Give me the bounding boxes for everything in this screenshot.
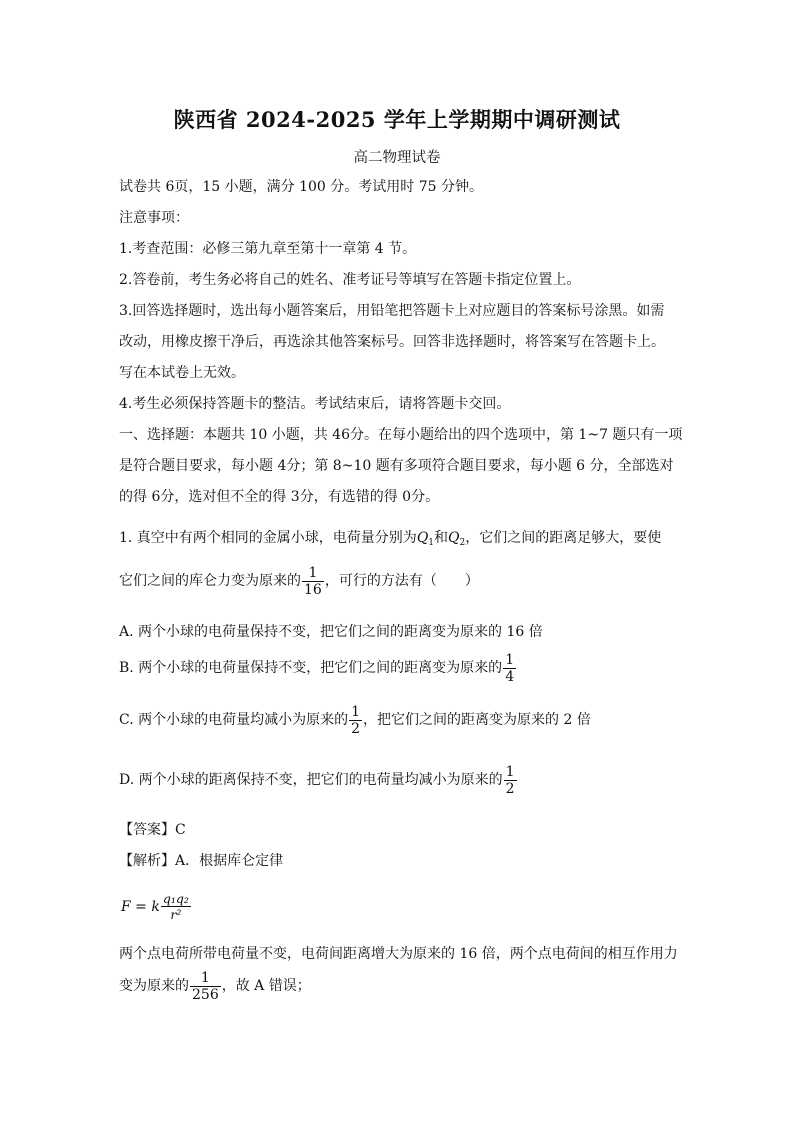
note-3-line-2: 改动，用橡皮擦干净后，再选涂其他答案标号。回答非选择题时，将答案写在答题卡上。 xyxy=(119,334,665,350)
note-4: 4.考生必须保持答题卡的整洁。考试结束后，请将答题卡交回。 xyxy=(119,396,511,412)
option-b: B. 两个小球的电荷量保持不变，把它们之间的距离变为原来的 $\frac{1}{4}$ xyxy=(119,651,515,685)
exam-info: 试卷共 6页，15 小题，满分 100 分。考试用时 75 分钟。 xyxy=(119,179,483,195)
formula-fraction: $\frac{\text{q₁q₂}}{\text{r²}}$ xyxy=(162,891,189,922)
section-1-line-3: 的得 6分，选对但不全的得 3分，有选错的得 0分。 xyxy=(119,489,440,505)
note-1: 1.考查范围：必修三第九章至第十一章第 4 节。 xyxy=(119,241,417,257)
question-1-stem-d: ，可行的方法有（ ） xyxy=(324,573,479,589)
note-3-line-1: 3.回答选择题时，选出每小题答案后，用铅笔把答题卡上对应题目的答案标号涂黑。如需 xyxy=(119,303,665,319)
option-d: D. 两个小球的距离保持不变，把它们的电荷量均减小为原来的 $\frac{1}{2}$ xyxy=(119,763,515,797)
page-title: 陕西省 2024-2025 学年上学期期中调研测试 xyxy=(173,107,621,132)
symbol-q1: $Q_1$ xyxy=(416,530,435,548)
answer-label: 【答案】C xyxy=(119,822,186,838)
option-c: C. 两个小球的电荷量均减小为原来的 $\frac{1}{2}$ ，把它们之间的距离变为原来的 2 倍 xyxy=(119,703,591,737)
fraction-1-16: $\frac{1}{16}$ xyxy=(304,564,322,598)
page-subtitle: 高二物理试卷 xyxy=(353,150,441,166)
notes-label: 注意事项： xyxy=(119,210,189,226)
note-3-line-3: 写在本试卷上无效。 xyxy=(119,365,245,381)
symbol-q2: $Q_2$ xyxy=(448,530,466,548)
section-1-line-1: 一、选择题：本题共 10 小题，共 46分。在每小题给出的四个选项中，第 1~7 题只有一项 xyxy=(119,427,683,443)
question-1-stem-b: ，它们之间的距离足够大，要使 xyxy=(465,530,662,546)
question-1-stem-line-1 xyxy=(119,528,661,553)
analysis-line-2: 变为原来的 $\frac{1}{256}$ ，故 A 错误； xyxy=(119,969,311,1003)
conjunction-and: 和 xyxy=(434,530,449,546)
fraction-1-256: $\frac{1}{256}$ xyxy=(192,969,219,1003)
note-2: 2.答卷前，考生务必将自己的姓名、准考证号等填写在答题卡指定位置上。 xyxy=(119,272,581,288)
analysis-line-1: 两个点电荷所带电荷量不变，电荷间距离增大为原来的 16 倍，两个点电荷间的相互作用力 xyxy=(119,946,678,962)
analysis-intro: 【解析】A．根据库仑定律 xyxy=(119,853,284,869)
section-1-line-2: 是符合题目要求，每小题 4分；第 8~10 题有多项符合题目要求，每小题 6 分，全部选对 xyxy=(119,458,674,474)
question-1-stem-c: 它们之间的库仑力变为原来的 xyxy=(119,573,301,589)
question-1-stem-a: 1. 真空中有两个相同的金属小球，电荷量分别为 xyxy=(119,530,417,546)
coulomb-law-formula: F = k $\frac{\text{q₁q₂}}{\text{r²}}$ xyxy=(121,891,189,922)
fraction-1-2-d: $\frac{1}{2}$ xyxy=(505,763,515,797)
fraction-1-4: $\frac{1}{4}$ xyxy=(505,651,515,685)
option-a: A. 两个小球的电荷量保持不变，把它们之间的距离变为原来的 16 倍 xyxy=(119,624,543,640)
fraction-1-2-c: $\frac{1}{2}$ xyxy=(351,703,361,737)
question-1-stem-line-2 xyxy=(119,563,479,599)
